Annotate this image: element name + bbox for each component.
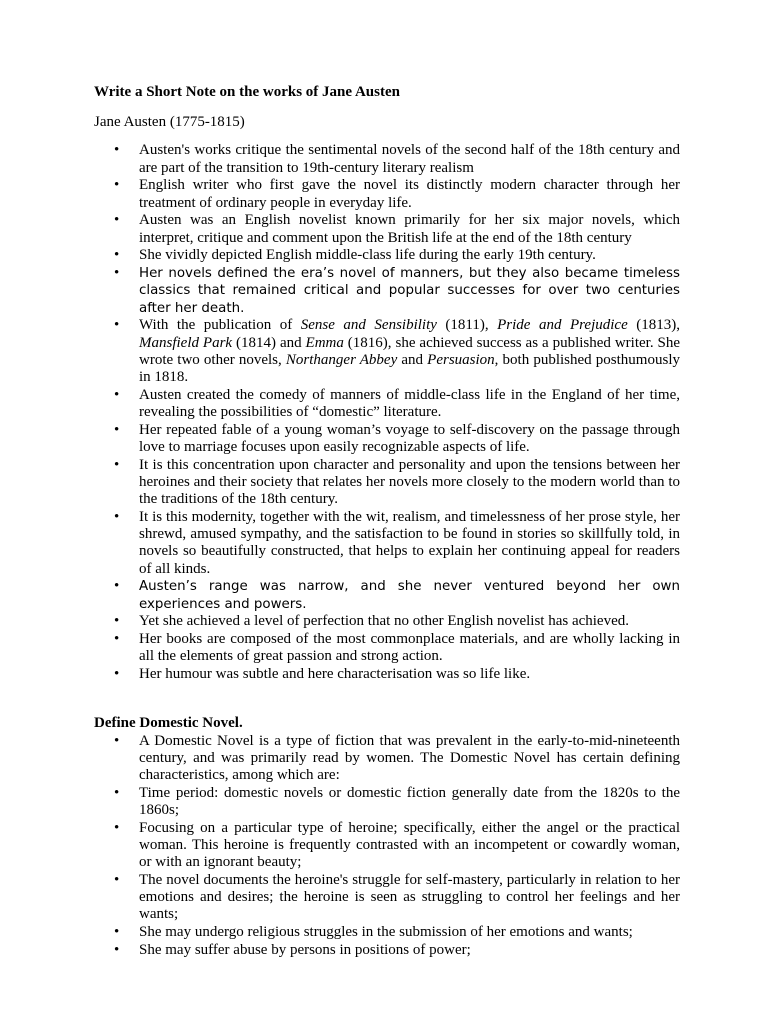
bullet-icon: • xyxy=(114,386,120,403)
bullet-icon: • xyxy=(114,631,120,648)
bullet-icon: • xyxy=(114,732,120,749)
list-item: • Austen's works critique the sentimental novels of the second half of the 18th century and are part of the transition to 19th-century literary realism xyxy=(114,142,680,176)
list-item: • Her repeated fable of a young woman’s voyage to self-discovery on the passage through love to marriage focuses upon easily recognizable aspects of life. xyxy=(114,421,680,456)
bullet-icon: • xyxy=(114,613,120,630)
bullet-icon: • xyxy=(114,142,120,159)
list-item: • Her novels defined the era’s novel of manners, but they also became timeless classics that remained critical and popular successes for over two centuries after her death. xyxy=(114,265,680,316)
list-item: • Austen created the comedy of manners of middle-class life in the England of her time, revealing the possibilities of “domestic” literature. xyxy=(114,386,680,421)
bullet-icon: • xyxy=(114,872,120,889)
list-item: • Her books are composed of the most commonplace materials, and are wholly lacking in all the elements of great passion and strong action. xyxy=(114,631,680,665)
author-dates: Jane Austen (1775-1815) xyxy=(94,114,245,131)
bullet-icon: • xyxy=(114,784,120,801)
bullet-icon: • xyxy=(114,456,120,473)
bullet-icon: • xyxy=(114,819,120,836)
bullet-icon: • xyxy=(114,942,120,959)
bullet-icon: • xyxy=(114,177,120,194)
novel-title: Pride and Prejudice xyxy=(497,317,628,334)
list-item: • Yet she achieved a level of perfection that no other English novelist has achieved. xyxy=(114,613,629,630)
list-item: • Austen was an English novelist known primarily for her six major novels, which interpret, critique and comment upon the British life at the end of the 18th century xyxy=(114,212,680,246)
list-item: • The novel documents the heroine's struggle for self-mastery, particularly in relation to her emotions and desires; the heroine is seen as struggling to control her feelings and her wants; xyxy=(114,872,680,923)
list-item: • She may undergo religious struggles in the submission of her emotions and wants; xyxy=(114,924,633,941)
bullet-icon: • xyxy=(114,421,120,438)
list-item: • Austen’s range was narrow, and she never ventured beyond her own experiences and powers. xyxy=(114,578,680,612)
list-item: • She may suffer abuse by persons in positions of power; xyxy=(114,942,471,959)
bullet-list xyxy=(94,733,680,960)
novel-title: Northanger Abbey xyxy=(285,351,398,368)
bullet-icon: • xyxy=(114,247,120,264)
bullet-icon: • xyxy=(114,666,120,683)
novel-title: Sense and Sensibility xyxy=(300,317,437,334)
section-heading: Define Domestic Novel. xyxy=(94,715,243,732)
novel-title: Mansfield Park xyxy=(139,334,233,351)
bullet-icon: • xyxy=(114,578,120,595)
bullet-icon: • xyxy=(114,509,120,526)
list-item: • With the publication of Sense and Sensibility (1811), Pride and Prejudice (1813), Mansfield Park (1814) and Emma (1816), she achieved success as a published writer. She wrote two other novels, Northanger Abbey and Persuasion, both published posthumously in 1818. xyxy=(114,317,681,386)
list-item: • Her humour was subtle and here characterisation was so life like. xyxy=(114,666,531,683)
bullet-icon: • xyxy=(114,924,120,941)
section-domestic-novel xyxy=(94,715,680,959)
list-item: • It is this concentration upon character and personality and upon the tensions between her heroines and their society that relates her novels more closely to the modern world than to the traditions of the 18th century. xyxy=(114,456,680,508)
list-item: • Focusing on a particular type of heroine; specifically, either the angel or the practical woman. This heroine is frequently contrasted with an incompetent or cowardly woman, or with an ignorant beauty; xyxy=(114,819,680,871)
bullet-icon: • xyxy=(114,265,120,282)
bullet-icon: • xyxy=(114,317,120,334)
section-austen xyxy=(94,84,680,683)
list-item: • She vividly depicted English middle-class life during the early 19th century. xyxy=(114,247,596,264)
list-item: • A Domestic Novel is a type of fiction that was prevalent in the early-to-mid-nineteenth century, and was primarily read by women. The Domestic Novel has certain defining characteristics, among which are: xyxy=(114,732,680,784)
bullet-list xyxy=(94,142,680,683)
list-item: • English writer who first gave the novel its distinctly modern character through her treatment of ordinary people in everyday life. xyxy=(114,177,680,211)
list-item: • It is this modernity, together with the wit, realism, and timelessness of her prose style, her shrewd, amused sympathy, and the satisfaction to be found in stories so skillfully told, in novels so beautifully constructed, that helps to explain her continuing appeal for readers of all kinds. xyxy=(114,509,680,577)
section-heading: Write a Short Note on the works of Jane Austen xyxy=(94,84,400,100)
novel-title: Emma xyxy=(305,334,344,351)
bullet-icon: • xyxy=(114,212,120,229)
list-item: • Time period: domestic novels or domestic fiction generally date from the 1820s to the 1860s; xyxy=(114,784,680,819)
novel-title: Persuasion xyxy=(427,351,495,368)
